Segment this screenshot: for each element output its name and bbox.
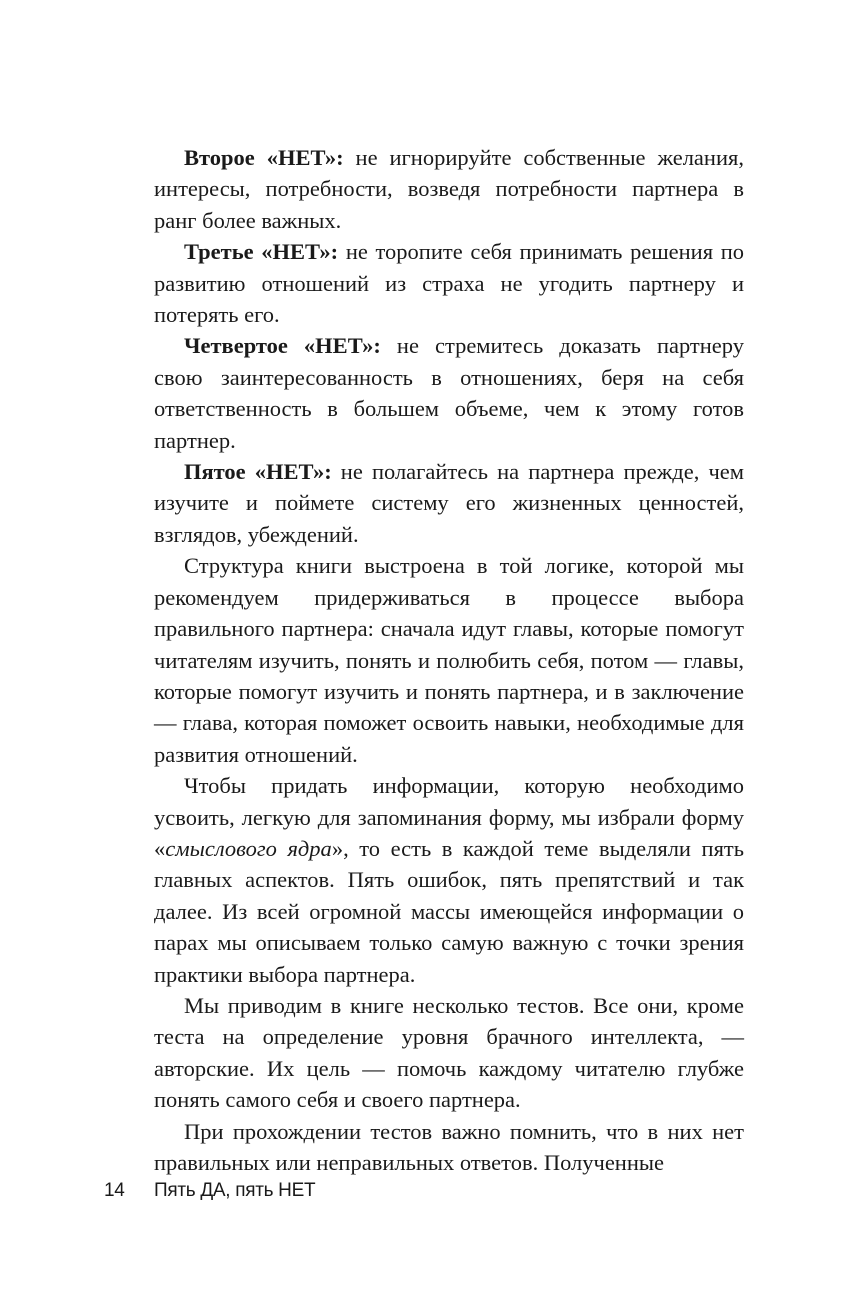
paragraph: Четвертое «НЕТ»: не стремитесь доказать партнеру свою заинтересованность в отношениях, беря на себя ответственность в большем объеме, чем к этому готов партнер. [154, 333, 744, 453]
paragraph-lead: Второе «НЕТ»: [184, 145, 344, 170]
paragraph-lead: Третье «НЕТ»: [184, 239, 339, 265]
paragraph: Пятое «НЕТ»: не полагайтесь на партнера прежде, чем изучите и поймете систему его жизненных ценностей, взглядов, убеждений. [154, 459, 744, 547]
paragraph: Третье «НЕТ»: не торопите себя принимать решения по развитию отношений из страха не угодить партнеру и потерять его. [154, 239, 745, 328]
paragraph: Чтобы придать информации, которую необходимо усвоить, легкую для запоминания форму, мы избрали форму «смыслового ядра», то есть в каждой теме выделяли пять главных аспектов. Пять ошибок, пять препятствий и так далее. Из всей огромной массы имеющейся информации о парах мы описываем только самую важную с точки зрения практики выбора партнера. [154, 773, 745, 987]
paragraph: Мы приводим в книге несколько тестов. Все они, кроме теста на определение уровня брачного интеллекта, — авторские. Их цель — помочь каждому читателю глубже понять самого себя и своего партнера. [154, 992, 744, 1113]
paragraph-lead: Четвертое «НЕТ»: [184, 333, 381, 359]
emphasis: смыслового ядра [165, 835, 332, 861]
paragraph: Структура книги выстроена в той логике, которой мы рекомендуем придерживаться в процессе выбора правильного партнера: сначала идут главы, которые помогут читателям изучить, понять и полюбить себя, потом — главы, которые помогут изучить и понять партнера, и в заключение — глава, которая поможет освоить навыки, необходимые для развития отношений. [154, 553, 744, 767]
paragraph: Второе «НЕТ»: не игнорируйте собственные желания, интересы, потребности, возведя потребности партнера в ранг более важных. [154, 145, 744, 233]
body-text [154, 142, 744, 1178]
paragraph: При прохождении тестов важно помнить, что в них нет правильных или неправильных ответов. Полученные [154, 1118, 744, 1175]
paragraph-lead: Пятое «НЕТ»: [184, 459, 332, 485]
running-title: Пять ДА, пять НЕТ [154, 1180, 316, 1201]
page-number: 14 [104, 1180, 125, 1201]
page-footer [104, 1180, 315, 1202]
